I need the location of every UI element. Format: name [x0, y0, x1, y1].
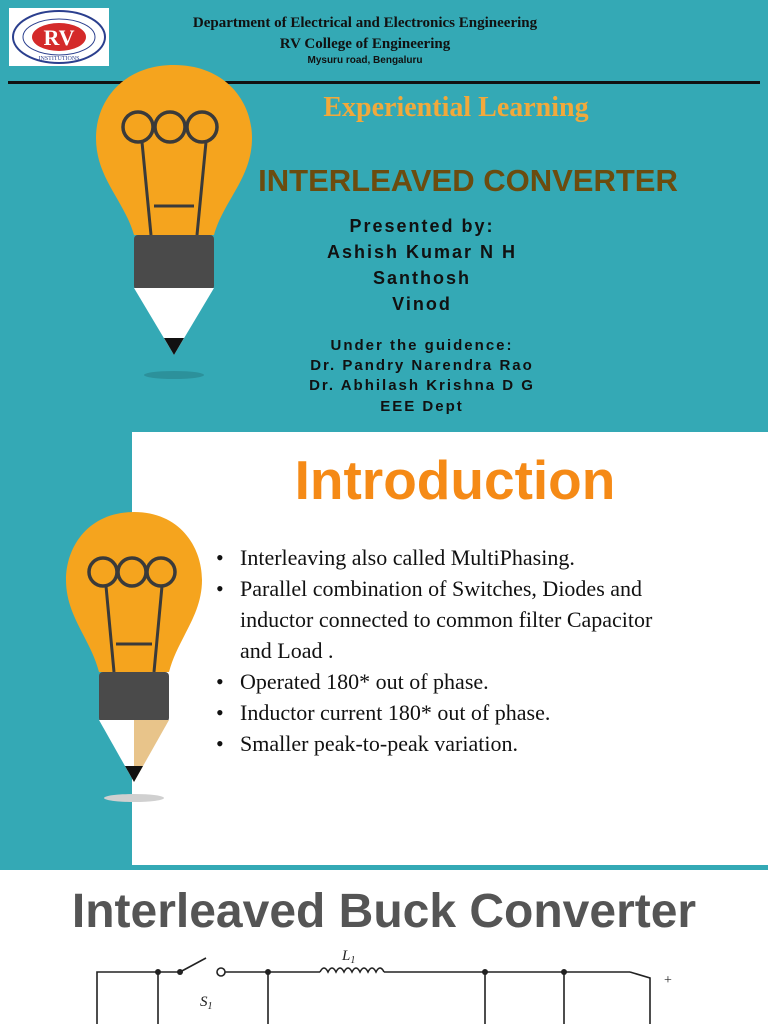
- introduction-title: Introduction: [294, 449, 616, 511]
- bullet-icon: •: [216, 731, 224, 756]
- circuit-diagram: [0, 942, 768, 1024]
- guide-name: Dr. Abhilash Krishna D G: [309, 377, 535, 394]
- switch-subscript: 1: [207, 1001, 213, 1012]
- bullet-icon: •: [216, 669, 224, 694]
- guide-name: Dr. Pandry Narendra Rao: [310, 357, 534, 374]
- switch-label: S: [200, 994, 208, 1010]
- college-logo: [9, 8, 109, 66]
- department-name: Department of Electrical and Electronics Engineering: [192, 15, 538, 31]
- list-item: [216, 573, 686, 666]
- presenter-name: Vinod: [392, 294, 452, 314]
- list-item: [216, 666, 686, 697]
- svg-text:S1: [200, 994, 213, 1012]
- college-name: RV College of Engineering: [279, 36, 451, 52]
- experiential-learning-subtitle: Experiential Learning: [323, 92, 589, 123]
- bullet-list: [216, 542, 686, 759]
- inductor-subscript: 1: [350, 955, 356, 966]
- list-item: [216, 697, 686, 728]
- lightbulb-pencil-icon: [94, 60, 254, 385]
- college-address: Mysuru road, Bengaluru: [307, 55, 423, 66]
- bullet-text: Smaller peak-to-peak variation.: [240, 731, 518, 756]
- inductor-label: L: [342, 948, 351, 964]
- bullet-text: Interleaving also called MultiPhasing.: [240, 545, 575, 570]
- svg-text:L1: [341, 948, 355, 966]
- bullet-text: Operated 180* out of phase.: [240, 669, 489, 694]
- list-item: [216, 542, 686, 573]
- bullet-icon: •: [216, 576, 224, 601]
- logo-text: RV: [43, 25, 75, 50]
- presenter-name: Santhosh: [372, 268, 471, 288]
- bullet-icon: •: [216, 700, 224, 725]
- list-item: [216, 728, 686, 759]
- plus-label: +: [664, 973, 672, 988]
- presenter-name: Ashish Kumar N H: [326, 242, 518, 262]
- introduction-slide: [0, 432, 768, 865]
- buck-converter-title: Interleaved Buck Converter: [71, 885, 697, 938]
- bullet-text: Inductor current 180* out of phase.: [240, 700, 551, 725]
- presented-by-label: Presented by:: [349, 216, 495, 236]
- title-slide: [0, 0, 768, 432]
- presentation-title: INTERLEAVED CONVERTER: [258, 163, 678, 198]
- buck-converter-slide: [0, 870, 768, 1024]
- lightbulb-pencil-icon: [64, 510, 204, 810]
- bullet-icon: •: [216, 545, 224, 570]
- guidance-label: Under the guidence:: [330, 337, 514, 354]
- logo-ring-text: INSTITUTIONS: [38, 56, 80, 62]
- bullet-text: Parallel combination of Switches, Diodes and inductor connected to common filter Capacitor and Load .: [240, 576, 653, 663]
- guide-department: EEE Dept: [380, 398, 464, 415]
